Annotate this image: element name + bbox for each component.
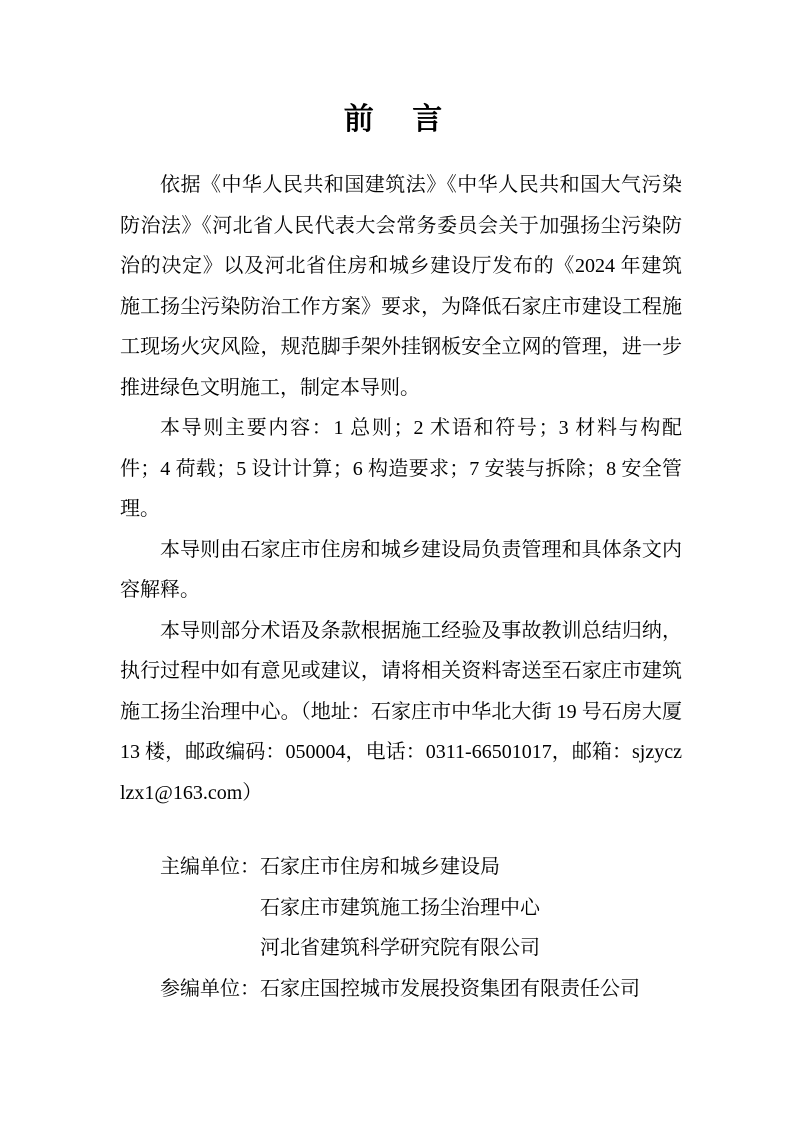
paragraph-management: 本导则由石家庄市住房和城乡建设局负责管理和具体条文内容解释。 xyxy=(120,538,682,601)
chief-editor-unit: 河北省建筑科学研究院有限公司 xyxy=(260,937,540,959)
paragraph-contents: 本导则主要内容：1 总则；2 术语和符号；3 材料与构配件；4 荷载；5 设计计算；6 构造要求；7 安装与拆除；8 安全管理。 xyxy=(120,417,682,520)
chief-editor-block xyxy=(160,847,720,969)
editing-units xyxy=(160,847,720,1009)
participating-editor-label: 参编单位： xyxy=(160,977,260,1000)
chief-editor-label: 主编单位： xyxy=(160,856,260,878)
paragraph-basis: 依据《中华人民共和国建筑法》《中华人民共和国大气污染防治法》《河北省人民代表大会常务委员会关于加强扬尘污染防治的决定》以及河北省住房和城乡建设厅发布的《2024 年建筑施工扬尘污染防治工作方案》要求，为降低石家庄市建设工程施工现场火灾风险，规范脚手架外挂钢板安全立网的管理，进一步推进绿色文明施工，制定本导则。 xyxy=(120,174,682,399)
preface-body xyxy=(120,165,682,813)
chief-editor-unit: 石家庄市建筑施工扬尘治理中心 xyxy=(260,896,540,919)
chief-editor-unit: 石家庄市住房和城乡建设局 xyxy=(260,856,500,878)
chief-editor-list xyxy=(260,847,540,969)
page-title: 前 言 xyxy=(343,102,457,137)
participating-editor-list xyxy=(260,969,640,1010)
participating-editor-unit: 石家庄国控城市发展投资集团有限责任公司 xyxy=(260,977,640,1000)
paragraph-feedback: 本导则部分术语及条款根据施工经验及事故教训总结归纳，执行过程中如有意见或建议，请将相关资料寄送至石家庄市建筑施工扬尘治理中心。（地址：石家庄市中华北大街 19 号石房大厦 13 楼，邮政编码：050004，电话：0311-66501017，邮箱：sjzyczlzx1@163.com） xyxy=(120,619,682,804)
participating-editor-block xyxy=(160,969,720,1010)
